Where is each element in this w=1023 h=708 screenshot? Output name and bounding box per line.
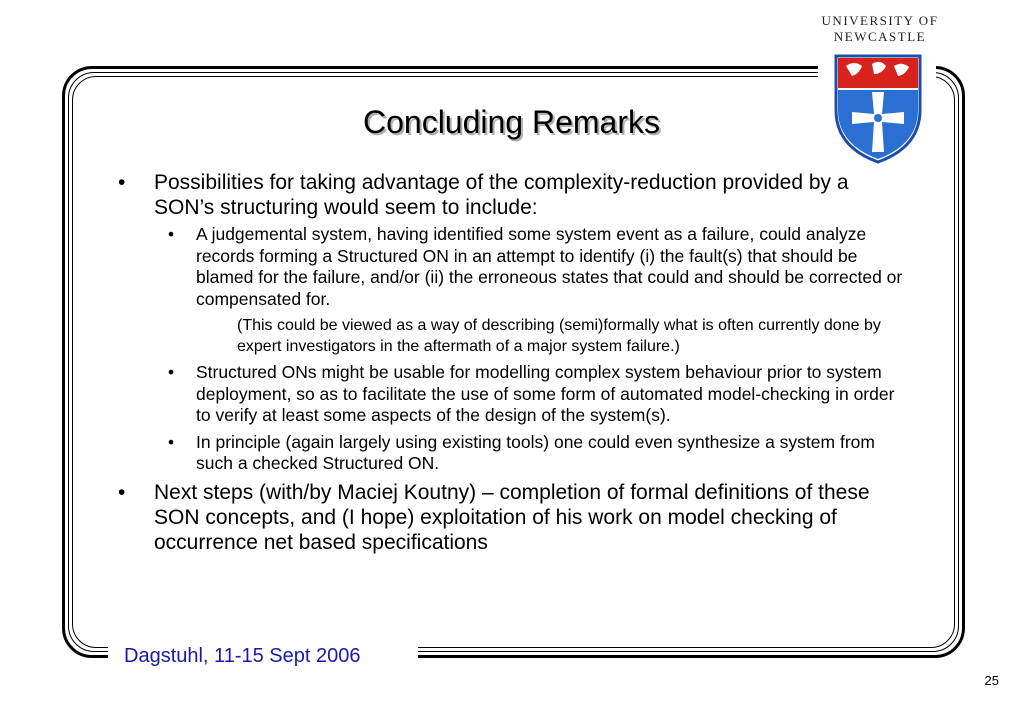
slide-title: Concluding Remarks	[362, 104, 660, 140]
university-name	[812, 13, 948, 45]
sub-bullet-judgemental-system: • A judgemental system, having identified some system event as a failure, could analyze records forming a Structured ON in an attempt to identify (i) the fault(s) that should be blamed for the failure, and/or (ii) the erroneous states that could and should be corrected or compensated for.	[118, 224, 908, 310]
page-number: 25	[984, 673, 999, 688]
university-line-1: UNIVERSITY OF	[821, 13, 939, 28]
slide-content	[118, 170, 908, 559]
bullet-next-steps: • Next steps (with/by Maciej Koutny) – completion of formal definitions of these SON concepts, and (I hope) exploitation of his work on model checking of occurrence net based specifications	[118, 480, 908, 555]
note-expert-investigators: (This could be viewed as a way of describing (semi)formally what is often currently done by expert investigators in the aftermath of a major system failure.)	[237, 317, 881, 355]
bullet-possibilities: • Possibilities for taking advantage of the complexity-reduction provided by a SON’s structuring would seem to include:	[118, 170, 908, 220]
footer-event: Dagstuhl, 11-15 Sept 2006	[124, 645, 361, 667]
sub-bullet-synthesize-system: • In principle (again largely using existing tools) one could even synthesize a system from such a checked Structured ON.	[118, 432, 908, 475]
sub-bullet-structured-ons-modelling: • Structured ONs might be usable for modelling complex system behaviour prior to system deployment, so as to facilitate the use of some form of automated model-checking in order to verify at least some aspects of the design of the system(s).	[118, 362, 908, 427]
university-line-2: NEWCASTLE	[833, 29, 927, 44]
